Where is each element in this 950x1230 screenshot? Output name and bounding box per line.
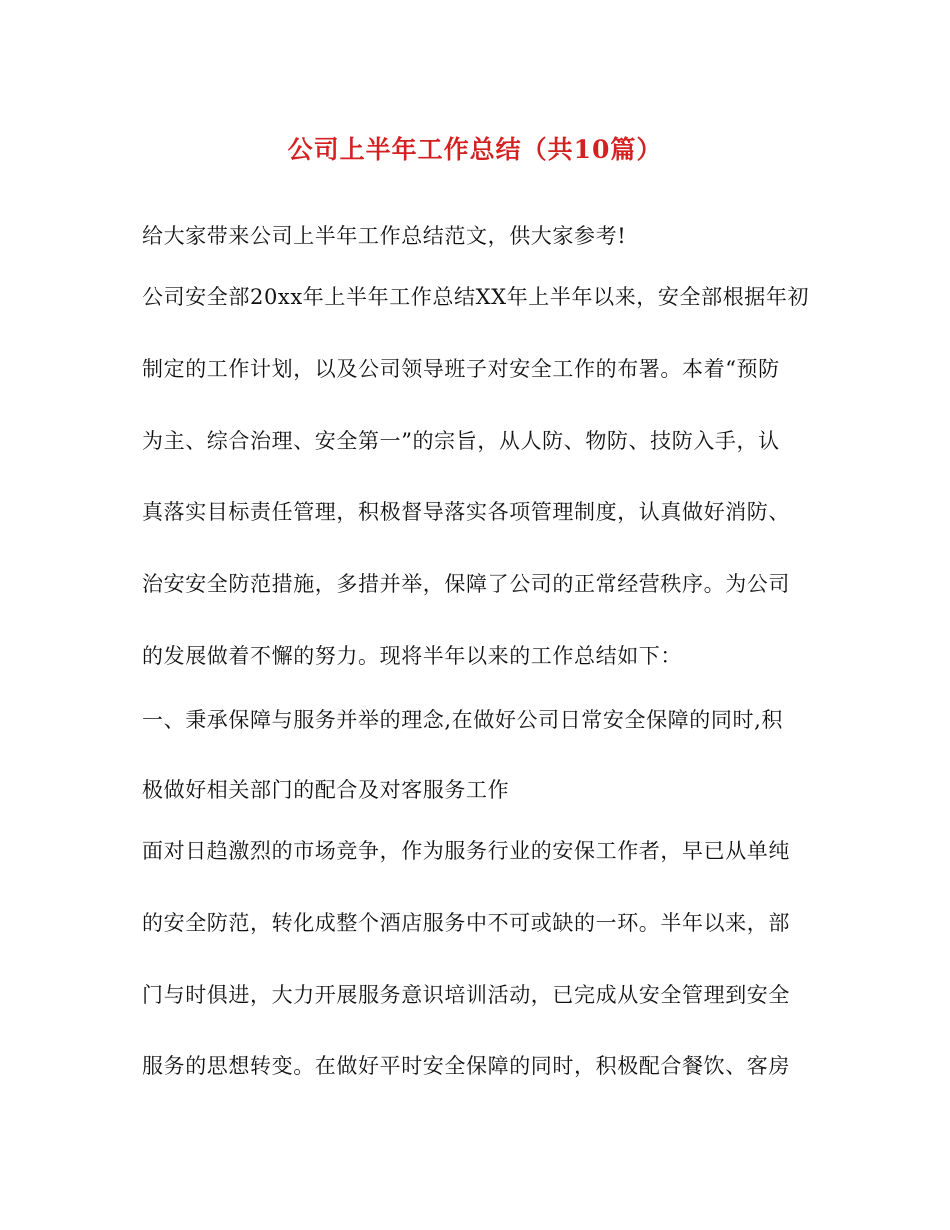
paragraph-line: 服务的思想转变。在做好平时安全保障的同时，积极配合餐饮、客房 [142, 1054, 790, 1078]
paragraph-line: 公司安全部20xx年上半年工作总结XX年上半年以来，安全部根据年初 [142, 285, 810, 309]
paragraph-line: 的安全防范，转化成整个酒店服务中不可或缺的一环。半年以来，部 [142, 911, 790, 935]
section-heading-line: 极做好相关部门的配合及对客服务工作 [142, 778, 510, 802]
paragraph-line: 为主、综合治理、安全第一”的宗旨，从人防、物防、技防入手，认 [142, 429, 780, 453]
paragraph-line: 门与时俱进，大力开展服务意识培训活动，已完成从安全管理到安全 [142, 983, 790, 1007]
paragraph-line: 真落实目标责任管理，积极督导落实各项管理制度，认真做好消防、 [142, 500, 790, 524]
paragraph-line: 给大家带来公司上半年工作总结范文，供大家参考! [142, 224, 627, 248]
paragraph-line: 制定的工作计划，以及公司领导班子对安全工作的布署。本着“预防 [142, 357, 780, 381]
paragraph-line: 的发展做着不懈的努力。现将半年以来的工作总结如下： [142, 644, 682, 668]
paragraph-line: 治安安全防范措施，多措并举，保障了公司的正常经营秩序。为公司 [142, 572, 790, 596]
section-heading-line: 一、秉承保障与服务并举的理念,在做好公司日常安全保障的同时,积 [142, 708, 783, 732]
document-title: 公司上半年工作总结（共10篇） [287, 135, 663, 164]
paragraph-line: 面对日趋激烈的市场竞争，作为服务行业的安保工作者，早已从单纯 [142, 839, 790, 863]
